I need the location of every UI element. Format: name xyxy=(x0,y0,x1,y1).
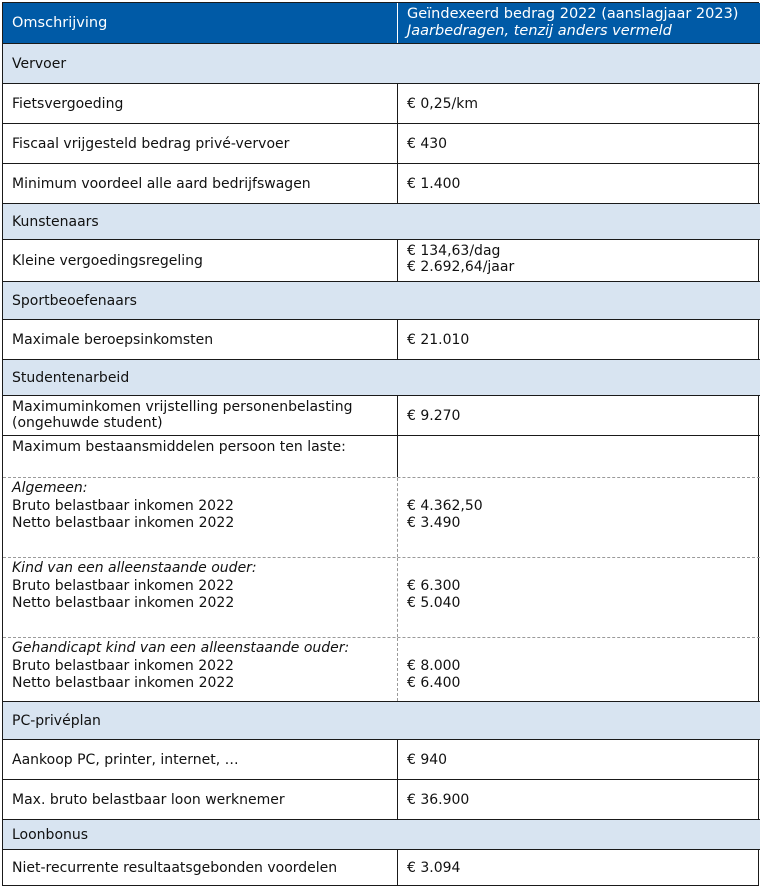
row-label: Fietsvergoeding xyxy=(12,95,124,112)
bruto-value: € 6.300 xyxy=(407,578,461,594)
row-value: € 36.900 xyxy=(407,791,470,808)
row-value: € 21.010 xyxy=(407,331,470,348)
header-amount-title: Geïndexeerd bedrag 2022 (aanslagjaar 2023) xyxy=(407,6,739,22)
section-sportbeoefenaars xyxy=(3,281,760,319)
table-row xyxy=(3,779,760,819)
section-title: Sportbeoefenaars xyxy=(12,292,137,309)
header-col-amount xyxy=(398,3,760,43)
table-row xyxy=(3,163,760,203)
section-loonbonus xyxy=(3,819,760,849)
row-value: € 430 xyxy=(407,135,448,152)
table-row xyxy=(3,123,760,163)
table-row xyxy=(3,319,760,359)
section-title: Loonbonus xyxy=(12,826,89,843)
row-value: € 3.094 xyxy=(407,859,461,876)
netto-value: € 6.400 xyxy=(407,675,461,691)
table-row xyxy=(3,557,760,637)
row-label: Fiscaal vrijgesteld bedrag privé-vervoer xyxy=(12,135,290,152)
bruto-label: Bruto belastbaar inkomen 2022 xyxy=(12,498,234,514)
bruto-label: Bruto belastbaar inkomen 2022 xyxy=(12,658,234,674)
section-title: Kunstenaars xyxy=(12,213,99,230)
bruto-label: Bruto belastbaar inkomen 2022 xyxy=(12,578,234,594)
section-vervoer xyxy=(3,43,760,83)
row-value: € 1.400 xyxy=(407,175,461,192)
table-row xyxy=(3,239,760,281)
row-label: Maximum bestaansmiddelen persoon ten laste: xyxy=(12,439,346,455)
row-label: Minimum voordeel alle aard bedrijfswagen xyxy=(12,175,311,192)
netto-value: € 3.490 xyxy=(407,515,461,531)
section-studentenarbeid xyxy=(3,359,760,395)
table-row xyxy=(3,477,760,557)
row-label: Max. bruto belastbaar loon werknemer xyxy=(12,791,285,808)
table-row xyxy=(3,395,760,435)
table-header xyxy=(3,3,760,43)
row-value: € 9.270 xyxy=(407,407,461,424)
tax-amounts-table xyxy=(2,2,759,886)
section-kunstenaars xyxy=(3,203,760,239)
row-value-per-year: € 2.692,64/jaar xyxy=(407,259,515,275)
row-value: € 940 xyxy=(407,751,448,768)
table-row xyxy=(3,83,760,123)
bruto-value: € 4.362,50 xyxy=(407,498,483,514)
row-value: € 0,25/km xyxy=(407,95,478,112)
row-label: Aankoop PC, printer, internet, … xyxy=(12,751,239,768)
netto-label: Netto belastbaar inkomen 2022 xyxy=(12,595,235,611)
row-label: Kleine vergoedingsregeling xyxy=(12,252,203,269)
row-value-per-day: € 134,63/dag xyxy=(407,243,501,259)
row-label-line1: Maximuminkomen vrijstelling personenbelasting xyxy=(12,399,353,415)
section-pc-priveplan xyxy=(3,701,760,739)
table-row xyxy=(3,637,760,701)
header-col-description xyxy=(3,3,398,43)
section-title: Studentenarbeid xyxy=(12,369,130,386)
section-title: PC-privéplan xyxy=(12,712,101,729)
section-title: Vervoer xyxy=(12,55,67,72)
group-heading: Algemeen: xyxy=(12,480,88,496)
group-heading: Gehandicapt kind van een alleenstaande ouder: xyxy=(12,640,350,656)
netto-value: € 5.040 xyxy=(407,595,461,611)
header-omschrijving: Omschrijving xyxy=(12,15,108,31)
row-label: Niet-recurrente resultaatsgebonden voordelen xyxy=(12,859,338,876)
table-row xyxy=(3,849,760,885)
header-amount-subtitle: Jaarbedragen, tenzij anders vermeld xyxy=(407,23,672,39)
table-row xyxy=(3,739,760,779)
netto-label: Netto belastbaar inkomen 2022 xyxy=(12,675,235,691)
row-label: Maximale beroepsinkomsten xyxy=(12,331,214,348)
netto-label: Netto belastbaar inkomen 2022 xyxy=(12,515,235,531)
row-label-line2: (ongehuwde student) xyxy=(12,415,163,431)
table-row xyxy=(3,435,760,477)
group-heading: Kind van een alleenstaande ouder: xyxy=(12,560,257,576)
bruto-value: € 8.000 xyxy=(407,658,461,674)
